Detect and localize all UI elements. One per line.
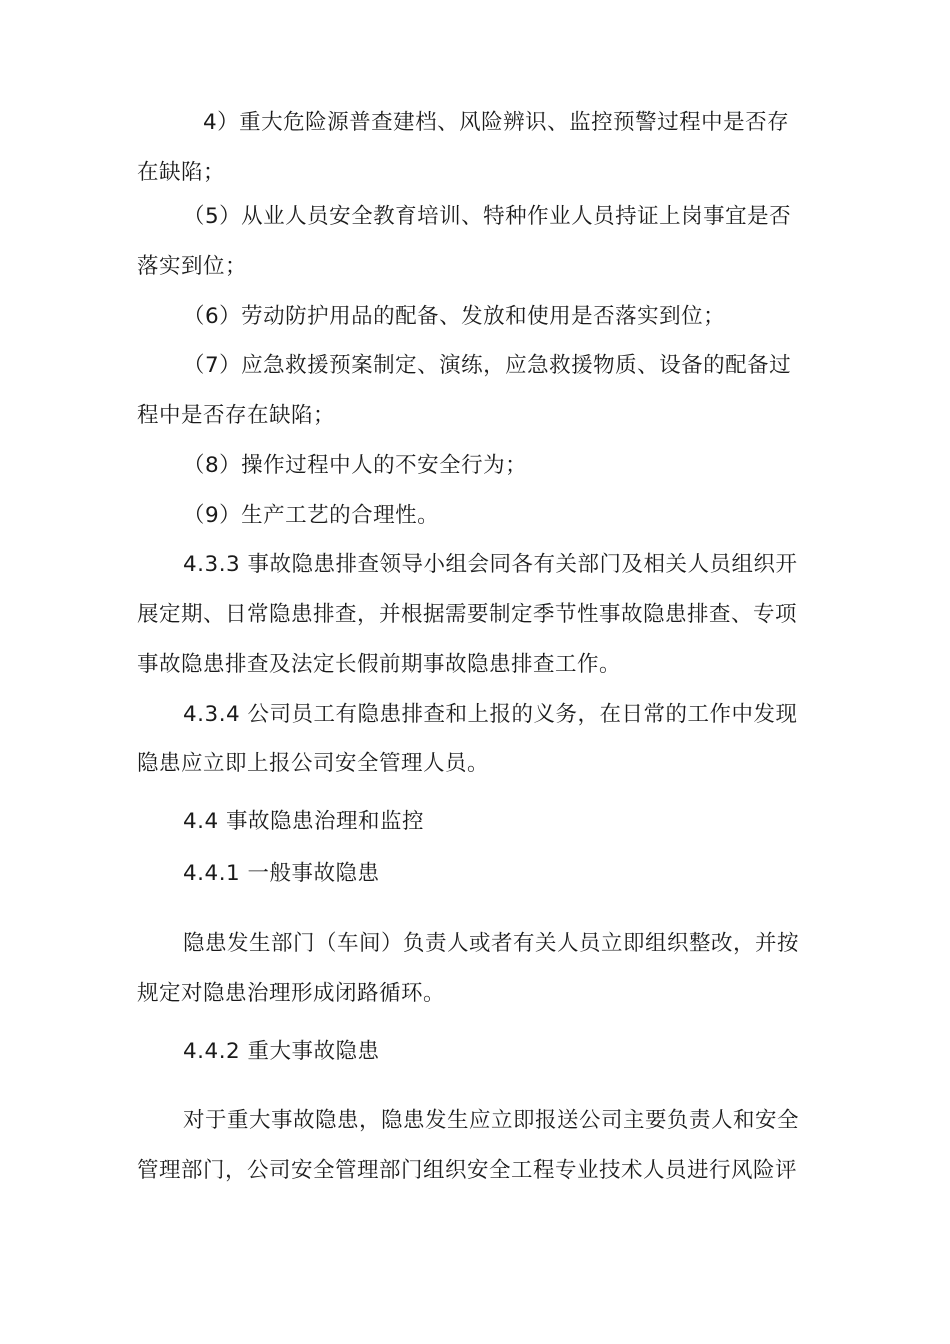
- text-line-6: （7）应急救援预案制定、演练，应急救援物质、设备的配备过: [183, 353, 792, 378]
- text-line-11: 展定期、日常隐患排查，并根据需要制定季节性事故隐患排查、专项: [137, 602, 798, 627]
- section-heading-4-4-1: 4.4.1 一般事故隐患: [183, 861, 380, 886]
- section-heading-4-4-2: 4.4.2 重大事故隐患: [183, 1039, 380, 1064]
- text-line-2: 在缺陷；: [137, 160, 226, 185]
- text-line-7: 程中是否存在缺陷；: [137, 403, 336, 428]
- text-line-3: （5）从业人员安全教育培训、特种作业人员持证上岗事宜是否: [183, 204, 792, 229]
- text-line-8: （8）操作过程中人的不安全行为；: [183, 453, 528, 478]
- text-line-21: 管理部门，公司安全管理部门组织安全工程专业技术人员进行风险评: [137, 1158, 798, 1183]
- text-line-1: 4）重大危险源普查建档、风险辨识、监控预警过程中是否存: [203, 110, 790, 135]
- text-line-13: 4.3.4 公司员工有隐患排查和上报的义务，在日常的工作中发现: [183, 702, 798, 727]
- text-line-9: （9）生产工艺的合理性。: [183, 503, 440, 528]
- text-line-18: 规定对隐患治理形成闭路循环。: [137, 981, 446, 1006]
- text-line-4: 落实到位；: [137, 254, 248, 279]
- section-heading-4-4: 4.4 事故隐患治理和监控: [183, 809, 425, 834]
- text-line-12: 事故隐患排查及法定长假前期事故隐患排查工作。: [137, 652, 622, 677]
- text-line-10: 4.3.3 事故隐患排查领导小组会同各有关部门及相关人员组织开: [183, 552, 798, 577]
- text-line-20: 对于重大事故隐患，隐患发生应立即报送公司主要负责人和安全: [183, 1108, 800, 1133]
- text-line-14: 隐患应立即上报公司安全管理人员。: [137, 751, 490, 776]
- text-line-17: 隐患发生部门（车间）负责人或者有关人员立即组织整改，并按: [183, 931, 800, 956]
- text-line-5: （6）劳动防护用品的配备、发放和使用是否落实到位；: [183, 304, 726, 329]
